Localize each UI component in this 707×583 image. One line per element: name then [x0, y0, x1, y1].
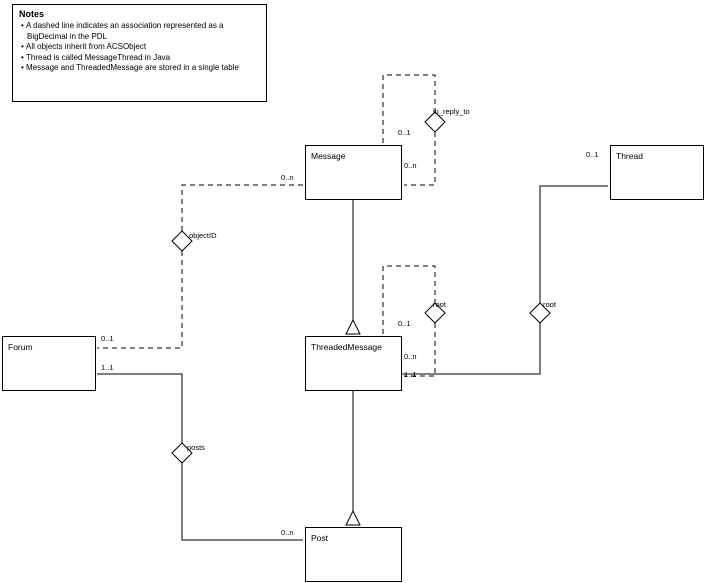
multiplicity-post-count: 0..n	[281, 528, 294, 537]
edge-root-right-upper	[540, 186, 608, 303]
role-label-root-right: root	[543, 300, 556, 309]
note-item: • Thread is called MessageThread in Java	[21, 53, 260, 64]
edge-message-inreplyto-bottom	[404, 132, 435, 185]
multiplicity-tm-root-right: 1..1	[404, 370, 417, 379]
edge-tm-root-bottom	[404, 323, 435, 376]
note-item: • Message and ThreadedMessage are stored in a single table	[21, 63, 260, 74]
edge-posts-upper	[97, 374, 182, 443]
notes-list	[13, 21, 266, 78]
multiplicity-message-reply-bottom: 0..n	[404, 161, 417, 170]
class-name-forum: Forum	[8, 342, 33, 352]
class-box-forum[interactable]	[2, 336, 96, 391]
role-label-object-id: objectID	[189, 231, 217, 240]
role-label-root-upper: root	[433, 300, 446, 309]
multiplicity-forum-posts: 1..1	[101, 363, 114, 372]
notes-title: Notes	[19, 9, 45, 19]
edge-objectid-upper	[182, 185, 303, 231]
class-box-post[interactable]	[305, 527, 402, 582]
edge-root-right-lower	[402, 323, 540, 374]
role-label-in-reply-to: in_reply_to	[433, 107, 470, 116]
role-label-posts: posts	[187, 443, 205, 452]
class-box-thread[interactable]	[610, 145, 704, 200]
multiplicity-forum-objectid: 0..1	[101, 334, 114, 343]
note-item: • All objects inherit from ACSObject	[21, 42, 260, 53]
triangle-generalization-threadedmessage	[346, 511, 360, 525]
class-name-thread: Thread	[616, 151, 643, 161]
multiplicity-message-reply-top: 0..1	[398, 128, 411, 137]
class-box-threadedmessage[interactable]	[305, 336, 402, 391]
triangle-generalization-message	[346, 320, 360, 334]
class-name-threadedmessage: ThreadedMessage	[311, 342, 382, 352]
notes-box	[12, 4, 267, 102]
multiplicity-thread-root: 0..1	[586, 150, 599, 159]
class-name-post: Post	[311, 533, 329, 543]
multiplicity-tm-root-top: 0..1	[398, 319, 411, 328]
multiplicity-message-objectid: 0..n	[281, 173, 294, 182]
note-item: • A dashed line indicates an association represented as a BigDecimal in the PDL	[21, 21, 260, 42]
class-box-message[interactable]	[305, 145, 402, 200]
multiplicity-tm-root-bottom: 0..n	[404, 352, 417, 361]
class-name-message: Message	[311, 151, 346, 161]
